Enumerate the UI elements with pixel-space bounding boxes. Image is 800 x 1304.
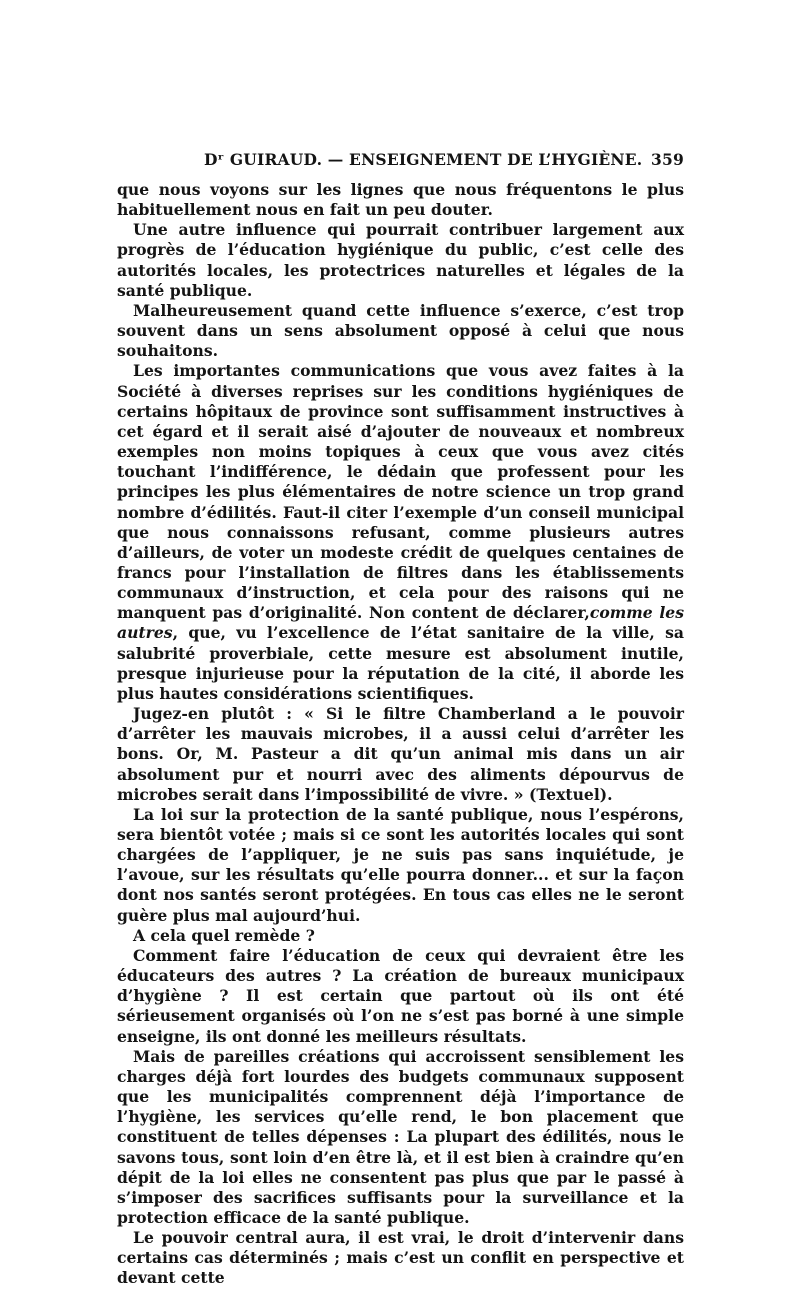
paragraph: A cela quel remède ? [133,925,315,945]
paragraph: Le pouvoir central aura, il est vrai, le droit d’intervenir dans certains cas déterminés ; mais c’est un conflit en perspective et devant cette [117,1228,684,1288]
paragraph: La loi sur la protection de la santé publique, nous l’espérons, sera bientôt votée ; mais si ce sont les autorités locales qui sont chargées de l’appliquer, je ne suis pas sans inquiétude, je l’avoue, sur les résultats qu’elle pourra donner... et sur la façon dont nos santés seront protégées. En tous cas elles ne le seront guère plus mal aujourd’hui. [117,804,684,925]
paragraph [117,361,684,704]
page-number: 359 [651,150,684,169]
paragraph: Comment faire l’éducation de ceux qui devraient être les éducateurs des autres ? La création de bureaux municipaux d’hygiène ? Il est certain que partout où ils ont été sérieusement organisés où l’on ne s’est pas borné à une simple enseigne, ils ont donné les meilleurs résultats. [117,945,684,1046]
italic-phrase: comme les autres [117,603,684,643]
paragraph: Jugez-en plutôt : « Si le filtre Chamberland a le pouvoir d’arrêter les mauvais microbes, il a aussi celui d’arrêter les bons. Or, M. Pasteur a dit qu’un animal mis dans un air absolument pur et nourri avec des aliments dépourvus de microbes serait dans l’impossibilité de vivre. » (Textuel). [117,704,684,804]
paragraph-text: , que, vu l’excellence de l’état sanitaire de la ville, sa salubrité proverbiale, cette mesure est absolument inutile, presque injurieuse pour la réputation de la cité, il aborde les plus hautes considérations scientifiques. [117,623,684,703]
paragraph: que nous voyons sur les lignes que nous fréquentons le plus habituellement nous en fait un peu douter. [117,180,684,220]
body-text [117,180,684,1289]
paragraph: Malheureusement quand cette influence s’exerce, c’est trop souvent dans un sens absolument opposé à celui que nous souhaitons. [117,300,684,361]
paragraph: Une autre influence qui pourrait contribuer largement aux progrès de l’éducation hygiénique du public, c’est celle des autorités locales, les protectrices naturelles et légales de la santé publique. [117,220,684,300]
paragraph: Mais de pareilles créations qui accroissent sensiblement les charges déjà fort lourdes des budgets communaux supposent que les municipalités comprennent déjà l’importance de l’hygiène, les services qu’elle rend, le bon placement que constituent de telles dépenses : La plupart des édilités, nous le savons tous, sont loin d’en être là, et il est bien à craindre qu’en dépit de la loi elles ne consentent pas plus que par le passé à s’imposer des sacrifices suffisants pour la surveillance et la protection efficace de la santé publique. [117,1046,684,1227]
paragraph-text: Les importantes communications que vous avez faites à la Société à diverses reprises sur les conditions hygiéniques de certains hôpitaux de province sont suffisamment instructives à cet égard et il serait aisé d’ajouter de nouveaux et nombreux exemples non moins topiques à ceux que vous avez cités touchant l’indifférence, le dédain que professent pour les principes les plus élémentaires de notre science un trop grand nombre d’édilités. Faut-il citer l’exemple d’un conseil municipal que nous connaissons refusant, comme plusieurs autres d’ailleurs, de voter un modeste crédit de quelques centaines de francs pour l’installation de filtres dans les établissements communaux d’instruction, et cela pour des raisons qui ne manquent pas d’originalité. Non content de déclarer, [117,361,684,623]
running-title: Dʳ GUIRAUD. — ENSEIGNEMENT DE L’HYGIÈNE. [204,150,643,169]
